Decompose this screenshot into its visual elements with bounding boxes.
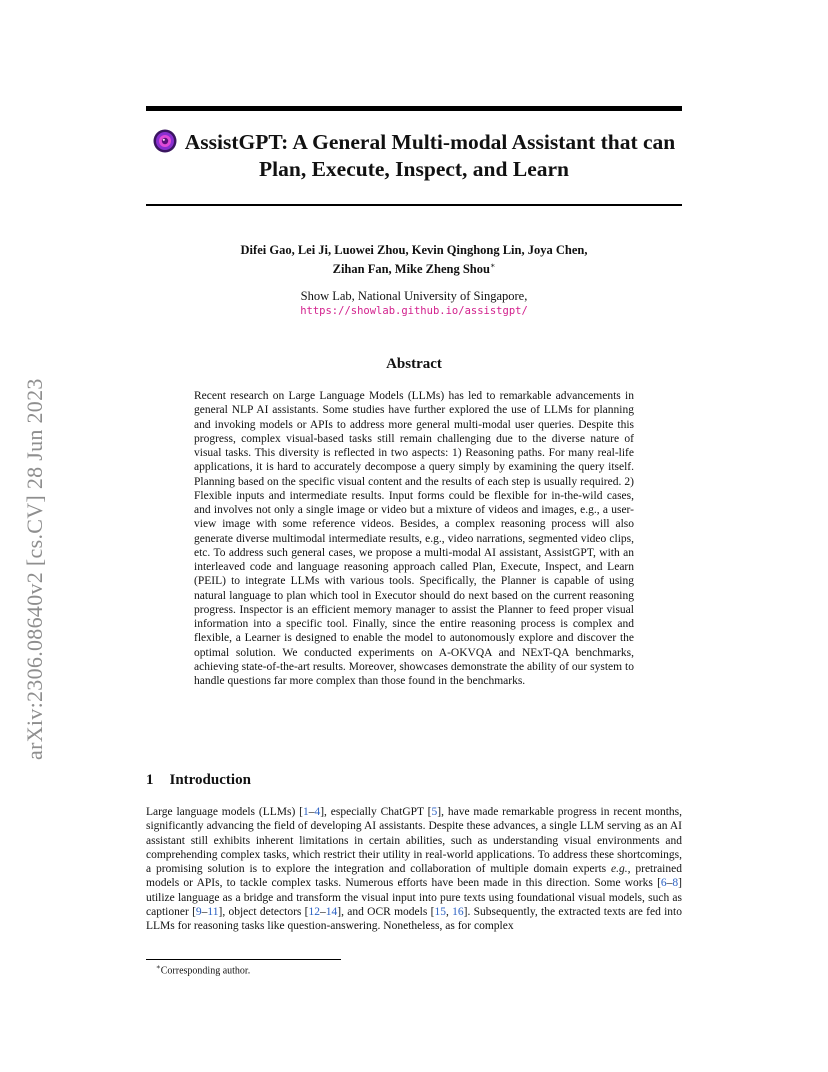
footnote-mark: ∗ [156, 963, 161, 971]
title-top-rule [146, 106, 682, 111]
author-line-1: Difei Gao, Lei Ji, Luowei Zhou, Kevin Qinghong Lin, Joya Chen, [240, 243, 588, 257]
affiliation-block [146, 289, 682, 319]
arxiv-identifier-text: arXiv:2306.08640v2 [cs.CV] 28 Jun 2023 [22, 378, 47, 760]
citation-link[interactable]: 8 [672, 877, 679, 890]
assistgpt-logo-icon [153, 129, 177, 153]
citation-link[interactable]: 15 [434, 905, 446, 918]
arxiv-identifier [22, 290, 52, 760]
paper-title-text: AssistGPT: A General Multi-modal Assistant that can Plan, Execute, Inspect, and Learn [184, 130, 676, 181]
citation-link[interactable]: 6 [660, 877, 667, 890]
citation-link[interactable]: 12 [308, 905, 321, 918]
paper-title [146, 129, 682, 183]
intro-text: pretrained models or APIs, to tackle complex tasks. Numerous efforts have been made in this direction. Some works [ [146, 863, 682, 890]
intro-text: ], object detectors [ [218, 905, 309, 918]
intro-text: ]. Subsequently, the extracted texts are fed into LLMs for reasoning tasks like question-answering. Nonetheless, as for complex [146, 905, 682, 932]
footnote-rule [146, 959, 341, 960]
intro-text: – [320, 905, 326, 918]
section-title: Introduction [169, 772, 251, 788]
abstract-heading: Abstract [386, 356, 442, 372]
corresponding-mark: ∗ [489, 261, 496, 270]
introduction-paragraph [146, 805, 682, 933]
author-list [146, 242, 682, 277]
intro-text: – [201, 905, 208, 918]
intro-text: ] utilize language as a bridge and transform the visual input into pure texts using foundational visual models, such as captioner [ [146, 877, 682, 918]
intro-text: ], and OCR models [ [337, 905, 435, 918]
intro-text: ], especially ChatGPT [ [320, 806, 432, 818]
author-line-2 [146, 258, 682, 277]
footnote [156, 963, 250, 976]
section-number: 1 [146, 772, 154, 788]
citation-link[interactable]: 4 [314, 806, 321, 818]
intro-italic-text: e.g., [611, 863, 631, 875]
citation-link[interactable]: 1 [302, 806, 309, 818]
title-block [146, 129, 682, 183]
intro-text: ], have made remarkable progress in recent months, significantly advancing the field of developing AI assistants. Despite these advances, a single LLM serving as an AI assistant still exhibits inherent limitations in certain abilities, such as understanding visual environments and comprehending complex tasks, which restrict their utility in real-world applications. To address these shortcomings, a promising solution is to explore the integration and collaboration of multiple domain experts [146, 806, 682, 875]
citation-link[interactable]: 11 [207, 905, 219, 918]
intro-text: – [308, 806, 315, 818]
citation-link[interactable]: 9 [195, 905, 202, 918]
citation-link[interactable]: 5 [431, 806, 438, 818]
intro-text: Large language models (LLMs) [ [146, 806, 303, 818]
section-heading-introduction [146, 772, 251, 789]
author-line-2-text: Zihan Fan, Mike Zheng Shou [332, 262, 490, 277]
affiliation: Show Lab, National University of Singapore, [300, 289, 528, 303]
project-url[interactable]: https://showlab.github.io/assistgpt/ [300, 305, 528, 317]
intro-text: , [445, 905, 453, 918]
citation-link[interactable]: 16 [452, 905, 464, 918]
abstract-body: Recent research on Large Language Models (LLMs) has led to remarkable advancements in general NLP AI assistants. Some studies have further explored the use of LLMs for planning and invoking models or APIs to address more general multi-modal user queries. Despite this progress, complex visual-based tasks still remain challenging due to the diverse nature of visual tasks. This diversity is reflected in two aspects: 1) Reasoning paths. For many real-life applications, it is hard to accurately decompose a query simply by examining the query itself. Planning based on the specific visual content and the results of each step is usually required. 2) Flexible inputs and intermediate results. Input forms could be flexible for in-the-wild cases, and involves not only a single image or video but a mixture of videos and images, e.g., a user-view image with some reference videos. Besides, a complex reasoning process will also generate diverse multimodal intermediate results, e.g., video narrations, segmented video clips, etc. To address such general cases, we propose a multi-modal AI assistant, AssistGPT, with an interleaved code and language reasoning approach called Plan, Execute, Inspect, and Learn (PEIL) to integrate LLMs with various tools. Specifically, the Planner is capable of using natural language to plan which tool in Executor should do next based on the current reasoning progress. Inspector is an efficient memory manager to assist the Planner to feed proper visual information into a specific tool. Finally, since the entire reasoning process is complex and flexible, a Learner is designed to enable the model to autonomously explore and discover the optimal solution. We conducted experiments on A-OKVQA and NExT-QA benchmarks, achieving state-of-the-art results. Moreover, showcases demonstrate the ability of our system to handle questions far more complex than those found in the benchmarks. [194, 390, 634, 687]
footnote-text: Corresponding author. [160, 965, 251, 977]
intro-text: – [666, 877, 673, 890]
citation-link[interactable]: 14 [325, 905, 338, 918]
title-bottom-rule [146, 204, 682, 206]
